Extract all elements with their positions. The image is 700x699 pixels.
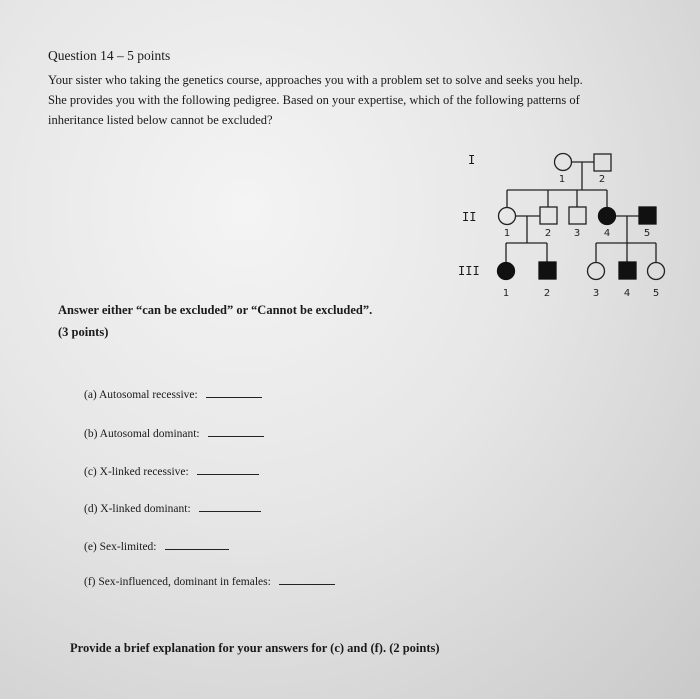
option-e-label: (e) Sex-limited: <box>84 541 157 553</box>
i2-unaffected-male <box>594 154 611 171</box>
i1-unaffected-female <box>555 154 572 171</box>
i2-number: 2 <box>598 174 606 185</box>
iii4-affected-male <box>619 262 636 279</box>
option-c <box>84 466 259 478</box>
option-f-label: (f) Sex-influenced, dominant in females: <box>84 576 271 588</box>
option-d-label: (d) X-linked dominant: <box>84 503 191 515</box>
instructions-line-2: (3 points) <box>58 325 109 339</box>
problem-line-2: She provides you with the following pedigree. Based on your expertise, which of the following patterns of <box>48 93 580 107</box>
ii1-unaffected-female <box>499 208 516 225</box>
ii4-number: 4 <box>603 228 611 239</box>
ii1-number: 1 <box>503 228 511 239</box>
generation-label-ii: II <box>462 210 477 224</box>
problem-line-1: Your sister who taking the genetics course, approaches you with a problem set to solve and seeks you help. <box>48 73 583 87</box>
ii3-unaffected-male <box>569 207 586 224</box>
option-a <box>84 389 262 401</box>
option-f <box>84 576 335 588</box>
ii4-affected-female <box>599 208 616 225</box>
iii1-number: 1 <box>502 288 510 299</box>
option-a-answer-blank[interactable] <box>206 396 262 398</box>
option-a-label: (a) Autosomal recessive: <box>84 389 198 401</box>
ii5-number: 5 <box>643 228 651 239</box>
option-e <box>84 541 229 553</box>
iii5-number: 5 <box>652 288 660 299</box>
question-header: Question 14 – 5 points <box>48 48 171 63</box>
iii5-unaffected-female <box>648 263 665 280</box>
i1-number: 1 <box>558 174 566 185</box>
option-e-answer-blank[interactable] <box>165 548 229 550</box>
iii2-number: 2 <box>543 288 551 299</box>
option-b-label: (b) Autosomal dominant: <box>84 428 200 440</box>
ii2-unaffected-male <box>540 207 557 224</box>
answer-instructions <box>58 299 372 343</box>
generation-label-i: I <box>468 153 476 167</box>
iii2-affected-male <box>539 262 556 279</box>
option-c-answer-blank[interactable] <box>197 473 259 475</box>
iii1-affected-female <box>498 263 515 280</box>
option-d <box>84 503 261 515</box>
generation-label-iii: III <box>458 264 480 278</box>
option-f-answer-blank[interactable] <box>279 583 335 585</box>
iii3-number: 3 <box>592 288 600 299</box>
option-c-label: (c) X-linked recessive: <box>84 466 189 478</box>
ii3-number: 3 <box>573 228 581 239</box>
ii2-number: 2 <box>544 228 552 239</box>
explanation-prompt: Provide a brief explanation for your answers for (c) and (f). (2 points) <box>70 641 440 655</box>
problem-line-3: inheritance listed below cannot be excluded? <box>48 113 273 127</box>
option-b-answer-blank[interactable] <box>208 435 264 437</box>
instructions-line-1: Answer either “can be excluded” or “Cannot be excluded”. <box>58 303 373 317</box>
iii4-number: 4 <box>623 288 631 299</box>
ii5-affected-male <box>639 207 656 224</box>
option-d-answer-blank[interactable] <box>199 510 261 512</box>
option-b <box>84 428 264 440</box>
iii3-unaffected-female <box>588 263 605 280</box>
